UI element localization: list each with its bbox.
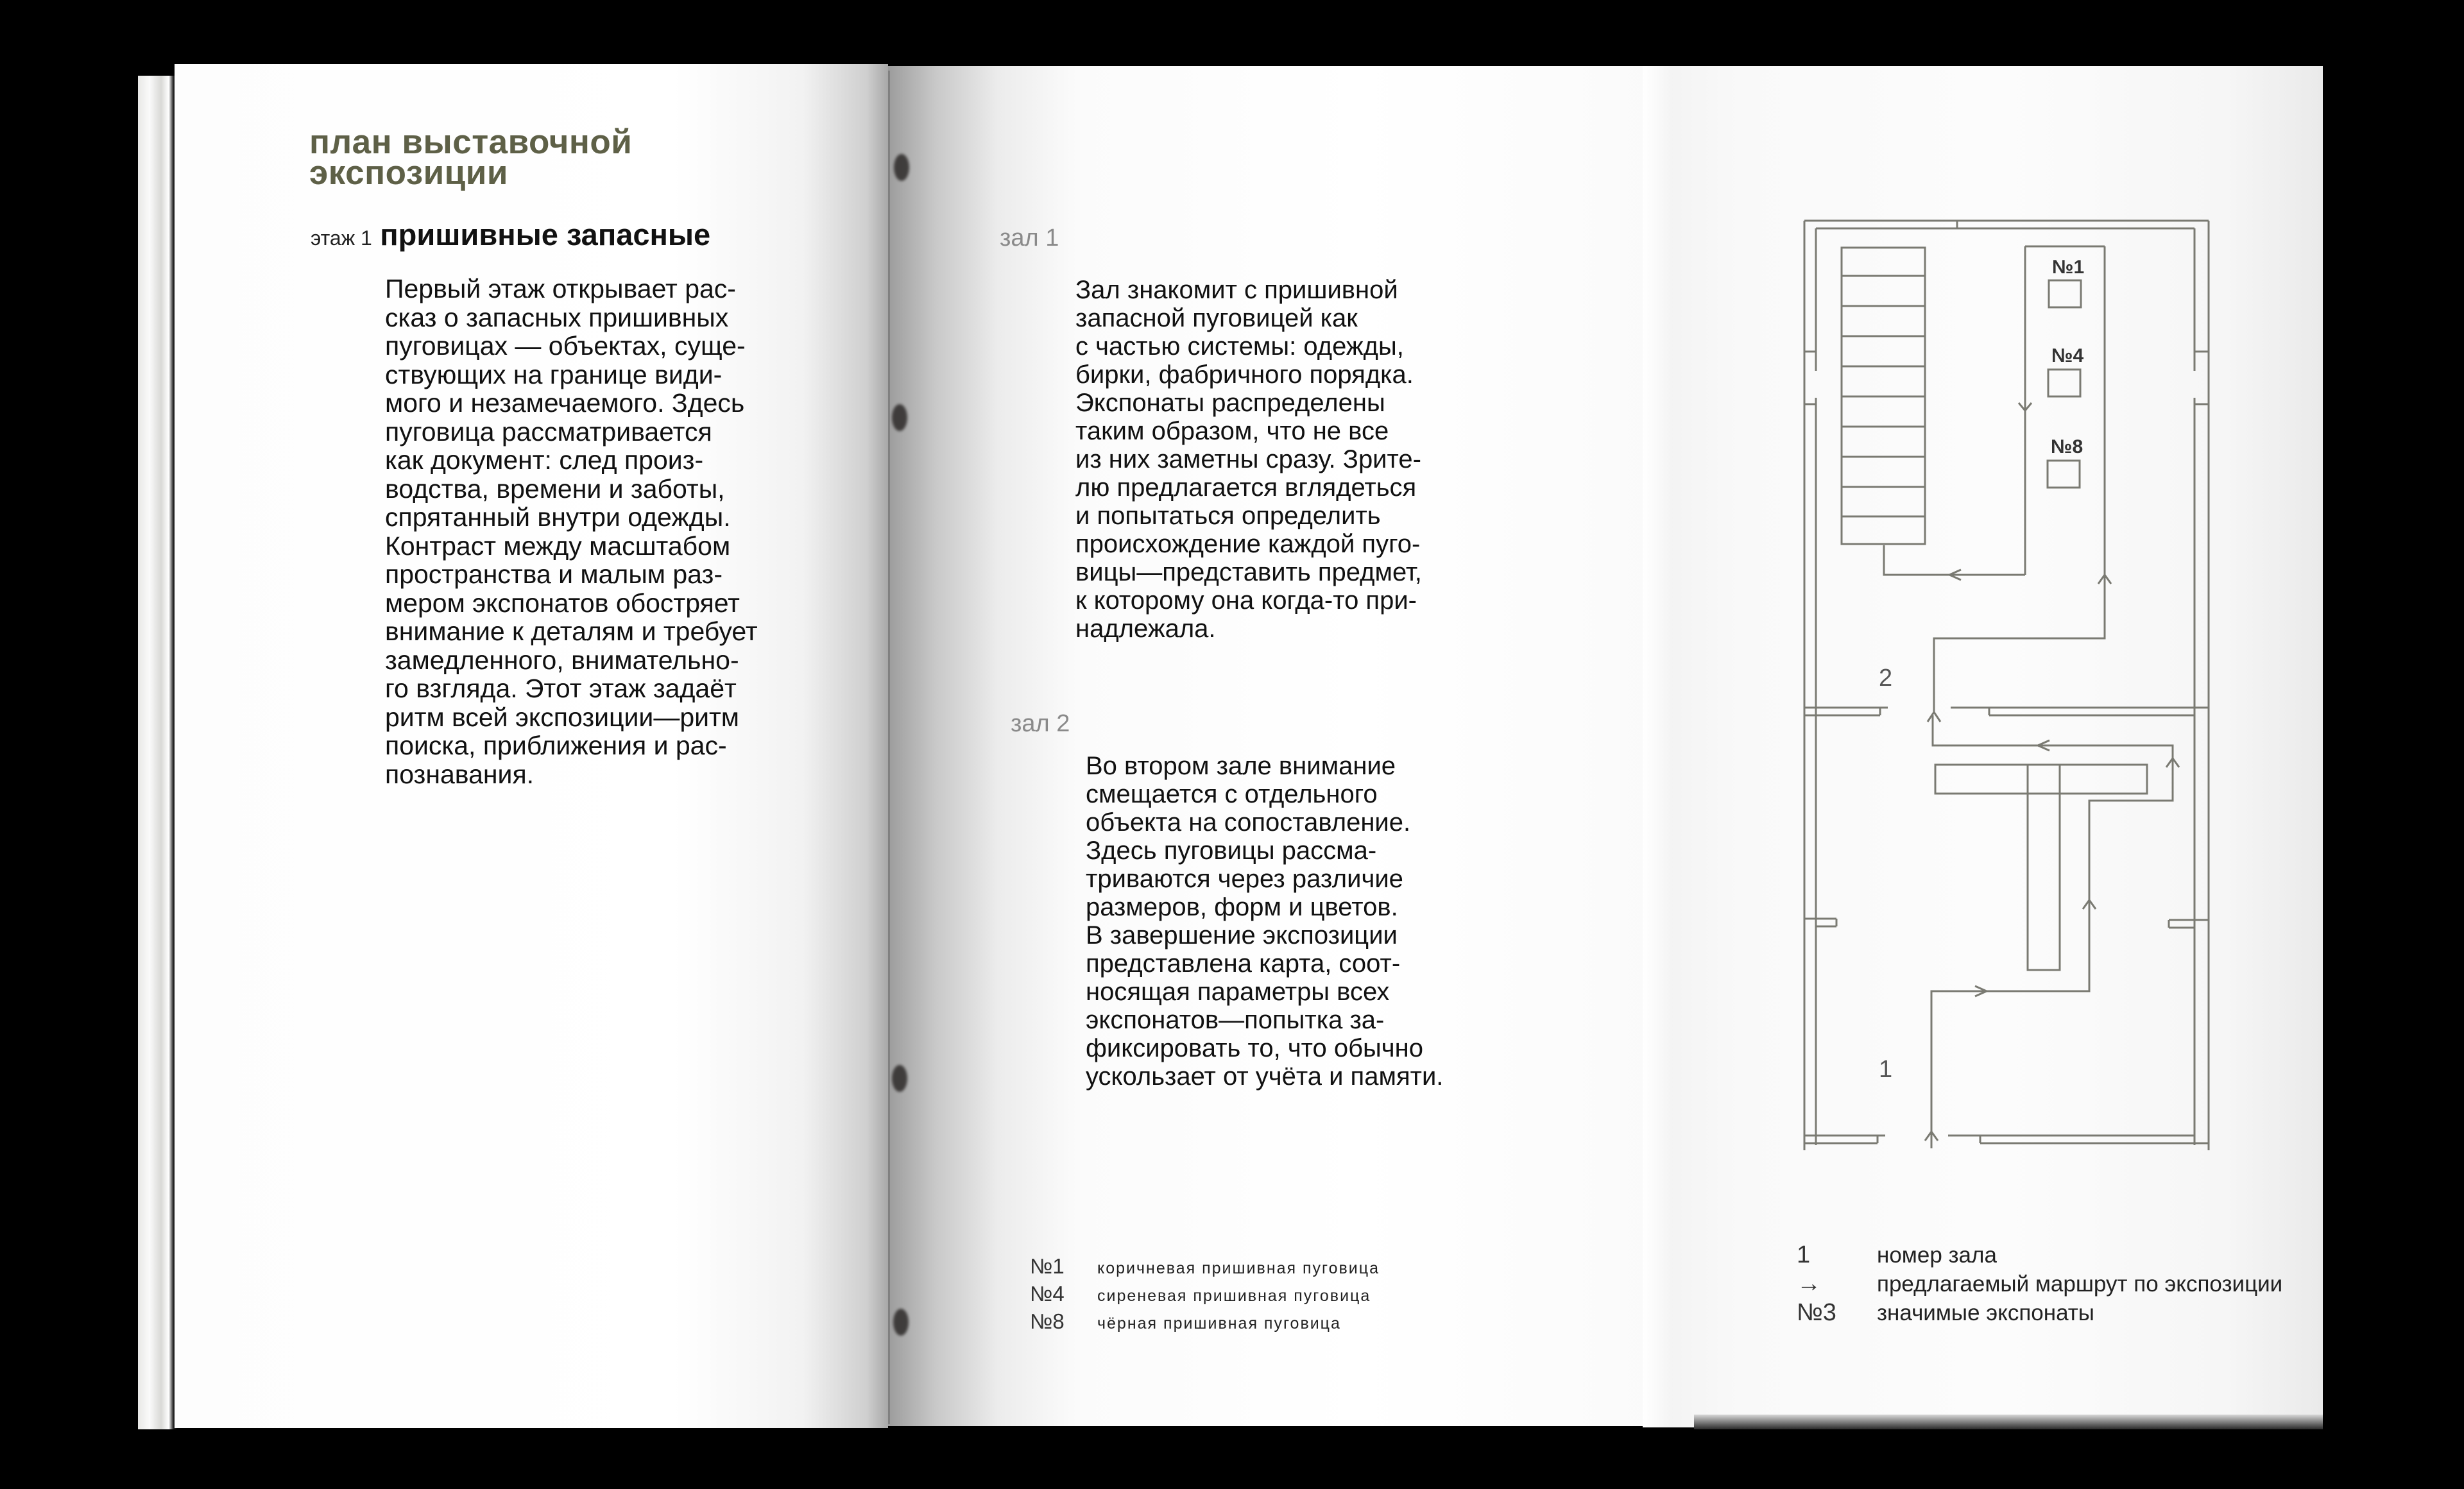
- hall-1-text-line: лю предлагается вглядеться: [1075, 473, 1417, 502]
- exhibit-marker-4: №4: [2051, 345, 2084, 366]
- plan-legend-text: номер зала: [1877, 1243, 1997, 1268]
- hall-2-text-line: ускользает от учёта и памяти.: [1086, 1062, 1444, 1091]
- body-text-line: пуговица рассматривается: [385, 416, 712, 447]
- hall-1-text-line: из них заметны сразу. Зрите-: [1075, 445, 1421, 473]
- exhibit-legend: [1030, 1254, 1380, 1337]
- hall-1-text-line: и попытаться определить: [1075, 502, 1381, 530]
- scan-border: [0, 1429, 2464, 1489]
- hall-number-1: 1: [1879, 1056, 1893, 1083]
- plan-legend-text: значимые экспонаты: [1877, 1300, 2094, 1325]
- floor-plan: [1790, 212, 2227, 1177]
- hall-2-text-line: Во втором зале внимание: [1086, 752, 1396, 780]
- body-text-line: сказ о запасных пришивных: [385, 302, 729, 332]
- hall-1-text-line: к которому она когда-то при-: [1075, 586, 1417, 615]
- hall-2-text-line: носящая параметры всех: [1086, 978, 1390, 1006]
- exhibit-number: №8: [1030, 1309, 1065, 1333]
- exhibit-number: №4: [1030, 1282, 1065, 1306]
- binding-hole: [894, 154, 909, 181]
- floor-description: [385, 275, 758, 788]
- plan-legend-row: [1797, 1270, 2282, 1299]
- hall-1-text-line: запасной пуговицей как: [1075, 304, 1358, 332]
- hall-2-label: зал 2: [1011, 710, 1070, 737]
- hall-2-description: [1086, 752, 1443, 1091]
- binding-hole: [893, 1309, 909, 1336]
- body-text-line: поиска, приближения и рас-: [385, 731, 727, 760]
- hall-1-text-line: надлежала.: [1075, 615, 1216, 643]
- exhibit-number: №1: [1030, 1254, 1065, 1278]
- title-line-1: план выставочной: [309, 123, 633, 161]
- exhibit-description: сиреневая пришивная пуговица: [1097, 1287, 1371, 1305]
- body-text-line: водства, времени и заботы,: [385, 473, 725, 504]
- hall-1-text-line: с частью системы: одежды,: [1075, 332, 1404, 361]
- body-text-line: ритм всей экспозиции—ритм: [385, 702, 739, 732]
- page-stack-edge: [138, 76, 176, 1429]
- hall-1-description: [1075, 276, 1422, 643]
- body-text-line: спрятанный внутри одежды.: [385, 502, 731, 532]
- hall-1-text-line: таким образом, что не все: [1075, 417, 1389, 445]
- binding-hole: [892, 404, 907, 431]
- hall-1-text-line: Зал знакомит с пришивной: [1075, 276, 1398, 304]
- hall-1-text-line: Экспонаты распределены: [1075, 389, 1385, 417]
- hall-2-text-line: триваются через различие: [1086, 865, 1403, 893]
- exhibit-description: коричневая пришивная пуговица: [1097, 1259, 1380, 1277]
- title-line-2: экспозиции: [309, 154, 508, 192]
- hall-1-text-line: бирки, фабричного порядка.: [1075, 361, 1414, 389]
- hall-2-text-line: фиксировать то, что обычно: [1086, 1034, 1423, 1062]
- hall-2-text-line: объекта на сопоставление.: [1086, 808, 1411, 837]
- body-text-line: мого и незамечаемого. Здесь: [385, 388, 745, 418]
- plan-legend-row: [1797, 1299, 2282, 1328]
- hall-2-text-line: Здесь пуговицы рассма-: [1086, 837, 1377, 865]
- body-text-line: ствующих на границе види-: [385, 359, 723, 389]
- scan-border: [2323, 0, 2464, 1489]
- hall-1-text-line: вицы—представить предмет,: [1075, 558, 1422, 586]
- page-title: [309, 123, 633, 192]
- plan-legend-row: [1797, 1241, 2282, 1270]
- body-text-line: Контраст между масштабом: [385, 531, 731, 561]
- hall-2-text-line: размеров, форм и цветов.: [1086, 893, 1398, 921]
- book-gutter: [888, 71, 890, 1424]
- arrow-icon: →: [1797, 1270, 1821, 1297]
- hall-1-text-line: происхождение каждой пуго-: [1075, 530, 1421, 558]
- hall-1-label: зал 1: [1000, 225, 1059, 251]
- binding-hole: [892, 1065, 907, 1092]
- exhibit-legend-row: [1030, 1309, 1380, 1337]
- floor-label: этаж 1: [311, 226, 372, 250]
- floor-plan-drawing: [1790, 212, 2227, 1174]
- floor-heading: [311, 217, 710, 252]
- exhibit-key: №3: [1797, 1299, 1836, 1326]
- hall-2-text-line: В завершение экспозиции: [1086, 921, 1398, 949]
- hall-2-text-line: смещается с отдельного: [1086, 780, 1378, 808]
- exhibit-marker-1: №1: [2052, 257, 2085, 278]
- exhibit-description: чёрная пришивная пуговица: [1097, 1315, 1341, 1332]
- exhibit-marker-8: №8: [2051, 436, 2083, 457]
- body-text-line: познавания.: [385, 759, 535, 789]
- exhibit-legend-row: [1030, 1254, 1380, 1282]
- floor-name: пришивные запасные: [380, 217, 711, 251]
- body-text-line: го взгляда. Этот этаж задаёт: [385, 674, 737, 703]
- plan-legend: [1797, 1241, 2282, 1328]
- hall-2-text-line: представлена карта, соот-: [1086, 949, 1401, 978]
- body-text-line: пуговицах — объектах, суще-: [385, 331, 746, 361]
- body-text-line: мером экспонатов обостряет: [385, 588, 740, 618]
- plan-legend-text: предлагаемый маршрут по экспозиции: [1877, 1272, 2283, 1297]
- hall-number-key: 1: [1797, 1241, 1811, 1268]
- middle-page: [888, 66, 1673, 1426]
- exhibit-legend-row: [1030, 1282, 1380, 1309]
- body-text-line: внимание к деталям и требует: [385, 617, 758, 646]
- body-text-line: пространства и малым раз-: [385, 559, 723, 589]
- body-text-line: Первый этаж открывает рас-: [385, 274, 736, 303]
- hall-number-2: 2: [1879, 665, 1893, 692]
- body-text-line: как документ: след произ-: [385, 445, 704, 475]
- hall-2-text-line: экспонатов—попытка за-: [1086, 1006, 1385, 1034]
- body-text-line: замедленного, внимательно-: [385, 645, 739, 675]
- page-bottom-shadow: [1694, 1415, 2323, 1430]
